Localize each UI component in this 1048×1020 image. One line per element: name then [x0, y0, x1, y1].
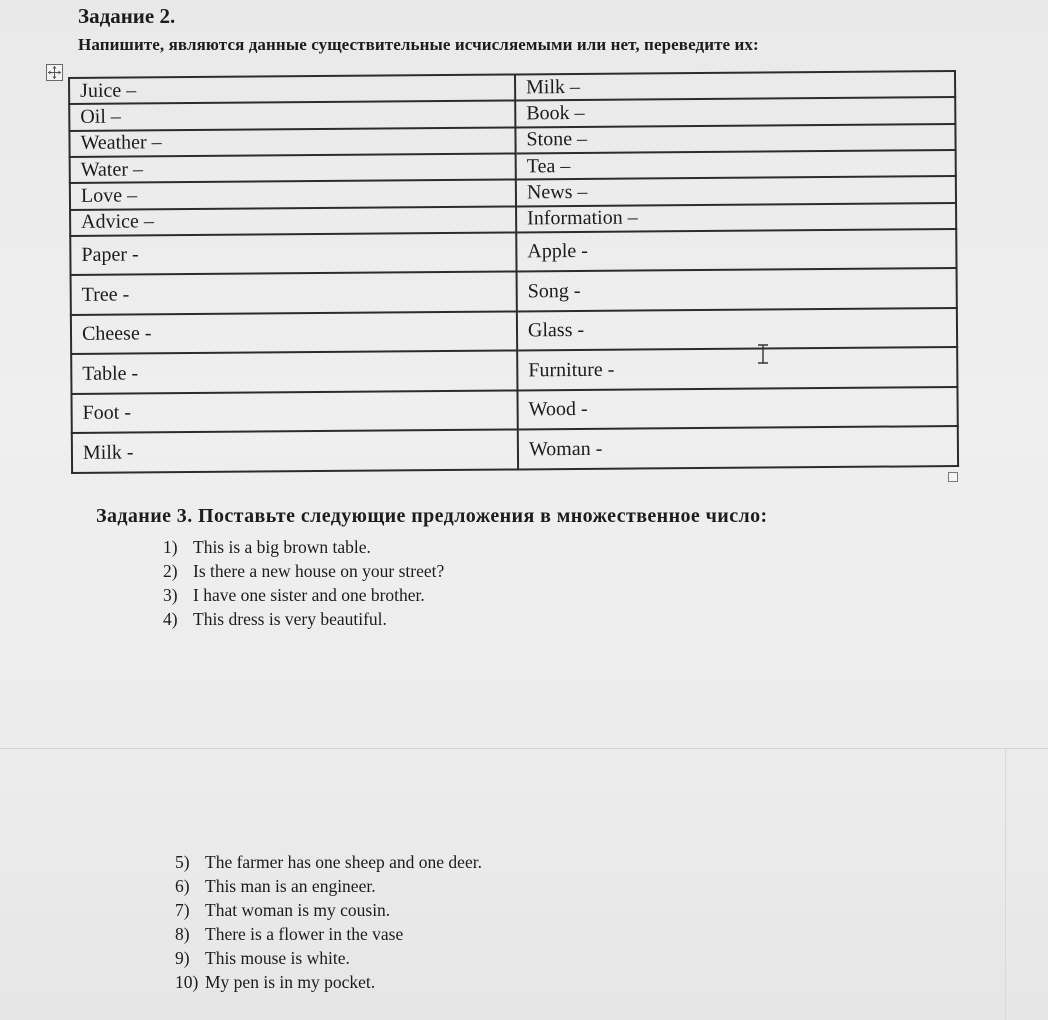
- table-cell[interactable]: Information –: [516, 203, 956, 233]
- list-item: [163, 583, 444, 607]
- table-cell[interactable]: Water –: [70, 153, 516, 183]
- sentence-text: This is a big brown table.: [193, 537, 371, 557]
- table-cell[interactable]: Apple -: [516, 229, 956, 272]
- list-number: 9): [175, 948, 190, 968]
- table-row: [71, 387, 957, 433]
- list-number: 10): [175, 972, 199, 992]
- list-item: [163, 607, 444, 631]
- list-number: 8): [175, 924, 190, 944]
- table-cell[interactable]: Foot -: [71, 390, 517, 433]
- sentence-text: That woman is my cousin.: [205, 900, 391, 920]
- table-move-handle-icon[interactable]: [46, 64, 63, 81]
- list-number: 1): [163, 537, 178, 557]
- list-item: [175, 874, 482, 898]
- list-item: [175, 946, 482, 970]
- sentence-text: This mouse is white.: [205, 948, 350, 968]
- list-item: [163, 535, 444, 559]
- sentence-text: I have one sister and one brother.: [193, 585, 425, 605]
- list-number: 6): [175, 876, 190, 896]
- table-cell[interactable]: Tea –: [516, 150, 956, 180]
- list-item: [175, 970, 482, 994]
- table-row: [71, 347, 957, 393]
- sentence-text: Is there a new house on your street?: [193, 561, 445, 581]
- task3-title: Задание 3. Поставьте следующие предложения в множественное число:: [96, 505, 768, 527]
- table-cell[interactable]: Love –: [70, 180, 516, 210]
- table-cell[interactable]: Glass -: [517, 308, 957, 351]
- list-item: [163, 559, 444, 583]
- sentence-list: [163, 535, 444, 631]
- table-cell[interactable]: Milk –: [515, 71, 955, 101]
- sentence-text: This dress is very beautiful.: [193, 609, 387, 629]
- list-number: 4): [163, 609, 178, 629]
- nouns-table[interactable]: [68, 70, 959, 474]
- table-cell[interactable]: Wood -: [517, 387, 957, 430]
- table-cell[interactable]: Advice –: [70, 206, 516, 236]
- page-break-line: [0, 748, 1048, 749]
- sentence-text: This man is an engineer.: [205, 876, 376, 896]
- table-resize-handle-icon[interactable]: [948, 472, 958, 482]
- task2-instruction: Напишите, являются данные существительные исчисляемыми или нет, переведите их:: [78, 35, 759, 54]
- task2-title: Задание 2.: [78, 4, 176, 28]
- table-cell[interactable]: Weather –: [69, 127, 515, 157]
- table-cell[interactable]: Milk -: [72, 430, 518, 473]
- list-item: [175, 922, 482, 946]
- sentence-text: There is a flower in the vase: [205, 924, 404, 944]
- table-cell[interactable]: News –: [516, 176, 956, 206]
- table-cell[interactable]: Stone –: [515, 124, 955, 154]
- list-number: 3): [163, 585, 178, 605]
- table-cell[interactable]: Song -: [517, 268, 957, 311]
- list-number: 2): [163, 561, 178, 581]
- table-row: [71, 268, 957, 314]
- list-number: 7): [175, 900, 190, 920]
- sentence-text: My pen is in my pocket.: [205, 972, 376, 992]
- text-cursor-ibeam-icon: [756, 344, 770, 364]
- table-cell[interactable]: Paper -: [70, 232, 516, 275]
- list-number: 5): [175, 852, 190, 872]
- table-cell[interactable]: Book –: [515, 97, 955, 127]
- table-row: [70, 229, 956, 275]
- table-cell[interactable]: Cheese -: [71, 311, 517, 354]
- table-cell[interactable]: Tree -: [71, 272, 517, 315]
- table-cell[interactable]: Oil –: [69, 101, 515, 131]
- table-cell[interactable]: Furniture -: [517, 347, 957, 390]
- table-row: [71, 308, 957, 354]
- sentence-text: The farmer has one sheep and one deer.: [205, 852, 482, 872]
- list-item: [175, 850, 482, 874]
- table-cell[interactable]: Juice –: [69, 74, 515, 104]
- table-cell[interactable]: Woman -: [518, 426, 958, 469]
- page-edge: [1005, 748, 1006, 1020]
- table-cell[interactable]: Table -: [71, 351, 517, 394]
- table-row: [72, 426, 958, 472]
- list-item: [175, 898, 482, 922]
- sentence-list-continued: [175, 850, 482, 994]
